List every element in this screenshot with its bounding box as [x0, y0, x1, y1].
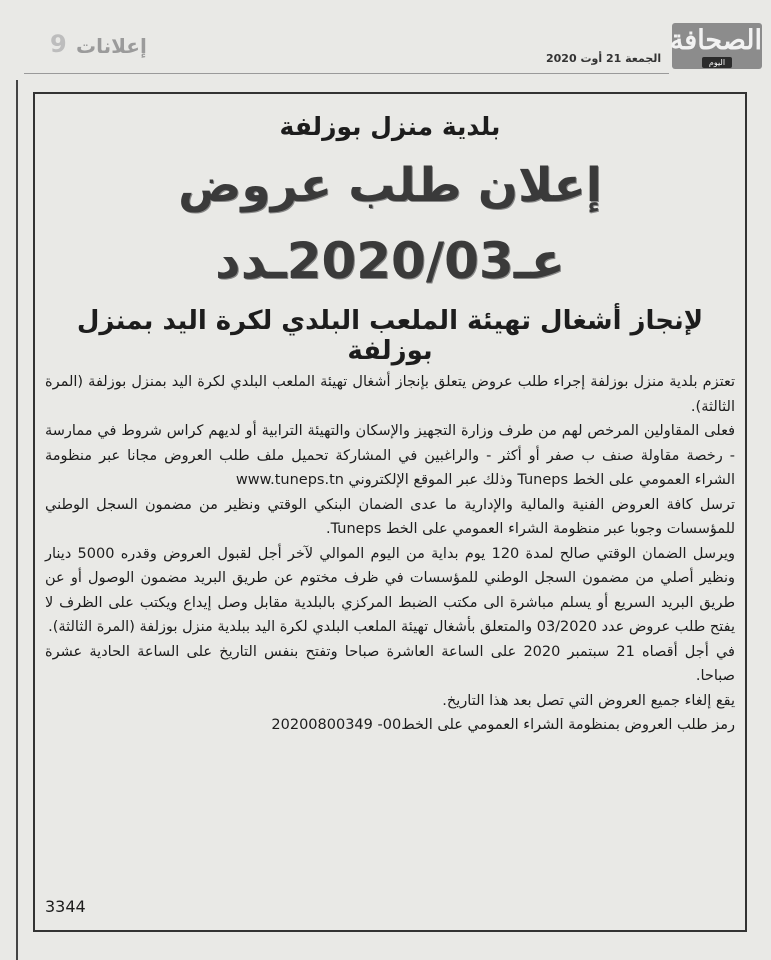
issue-date: الجمعة 21 أوت 2020: [546, 52, 662, 65]
body-paragraph: فعلى المقاولين المرخص لهم من طرف وزارة التجهيز والإسكان والتهيئة الترابية أو لديهم كراس شروط في ممارسة - رخصة مقاولة صنف ب صفر أو أكثر - والراغبين في المشاركة تحميل ملف طلب العروض مجانا عبر منظومة الشراء العمومي على الخط Tuneps وذلك عبر الموقع الإلكتروني www.tuneps.tn: [45, 423, 735, 488]
body-paragraph: في أجل أقصاه 21 سبتمبر 2020 على الساعة العاشرة صباحا وتفتح بنفس التاريخ على الساعة الحادية عشرة صباحا.: [45, 643, 735, 684]
body-paragraph: ويرسل الضمان الوقتي صالح لمدة 120 يوم بداية من اليوم الموالي لآخر أجل لقبول العروض وقدره 5000 دينار ونظير أصلي من مضمون السجل الوطني للمؤسسات في ظرف مختوم عن طريق البريد مضمون الوصول أو عن طريق البريد السريع أو يسلم مباشرة الى مكتب الضبط المركزي بالبلدية مقابل وصل إيداع ويكتب على الظرف لا يفتح طلب عروض عدد 03/2020 والمتعلق بأشغال تهيئة الملعب البلدي لكرة اليد ببلدية منزل بوزلفة (المرة الثالثة).: [45, 545, 736, 635]
newspaper-logo: [669, 23, 762, 69]
body-paragraph: ترسل كافة العروض الفنية والمالية والإدارية ما عدى الضمان البنكي الوقتي ونظير من مضمون السجل الوطني للمؤسسات وجوبا عبر منظومة الشراء العمومي على الخط Tuneps.: [45, 496, 735, 537]
announcement-title: إعلان طلب عروض: [178, 158, 602, 213]
ad-reference-number: 3344: [45, 897, 86, 916]
logo-subtitle: اليوم: [702, 57, 732, 68]
column-rule: [16, 80, 18, 960]
tender-number: عـ2020/03ـدد: [215, 232, 565, 290]
page-number: 9: [50, 30, 67, 58]
body-paragraph: يقع إلغاء جميع العروض التي تصل بعد هذا التاريخ.: [442, 692, 735, 709]
newspaper-header: [0, 0, 771, 90]
section-label: إعلانات: [76, 34, 147, 58]
announcement-subject: لإنجاز أشغال تهيئة الملعب البلدي لكرة اليد بمنزل بوزلفة: [76, 306, 704, 366]
body-paragraph: رمز طلب العروض بمنظومة الشراء العمومي على الخط00- 20200800349: [271, 717, 735, 733]
body-paragraph: تعتزم بلدية منزل بوزلفة إجراء طلب عروض يتعلق بإنجاز أشغال تهيئة الملعب البلدي لكرة اليد بمنزل بوزلفة (المرة الثالثة).: [45, 374, 735, 415]
header-divider: [24, 73, 669, 74]
announcement-body: [45, 370, 735, 738]
logo-title: الصحافة: [669, 25, 762, 56]
municipality-name: بلدية منزل بوزلفة: [279, 112, 501, 141]
announcement-box: [33, 92, 747, 932]
